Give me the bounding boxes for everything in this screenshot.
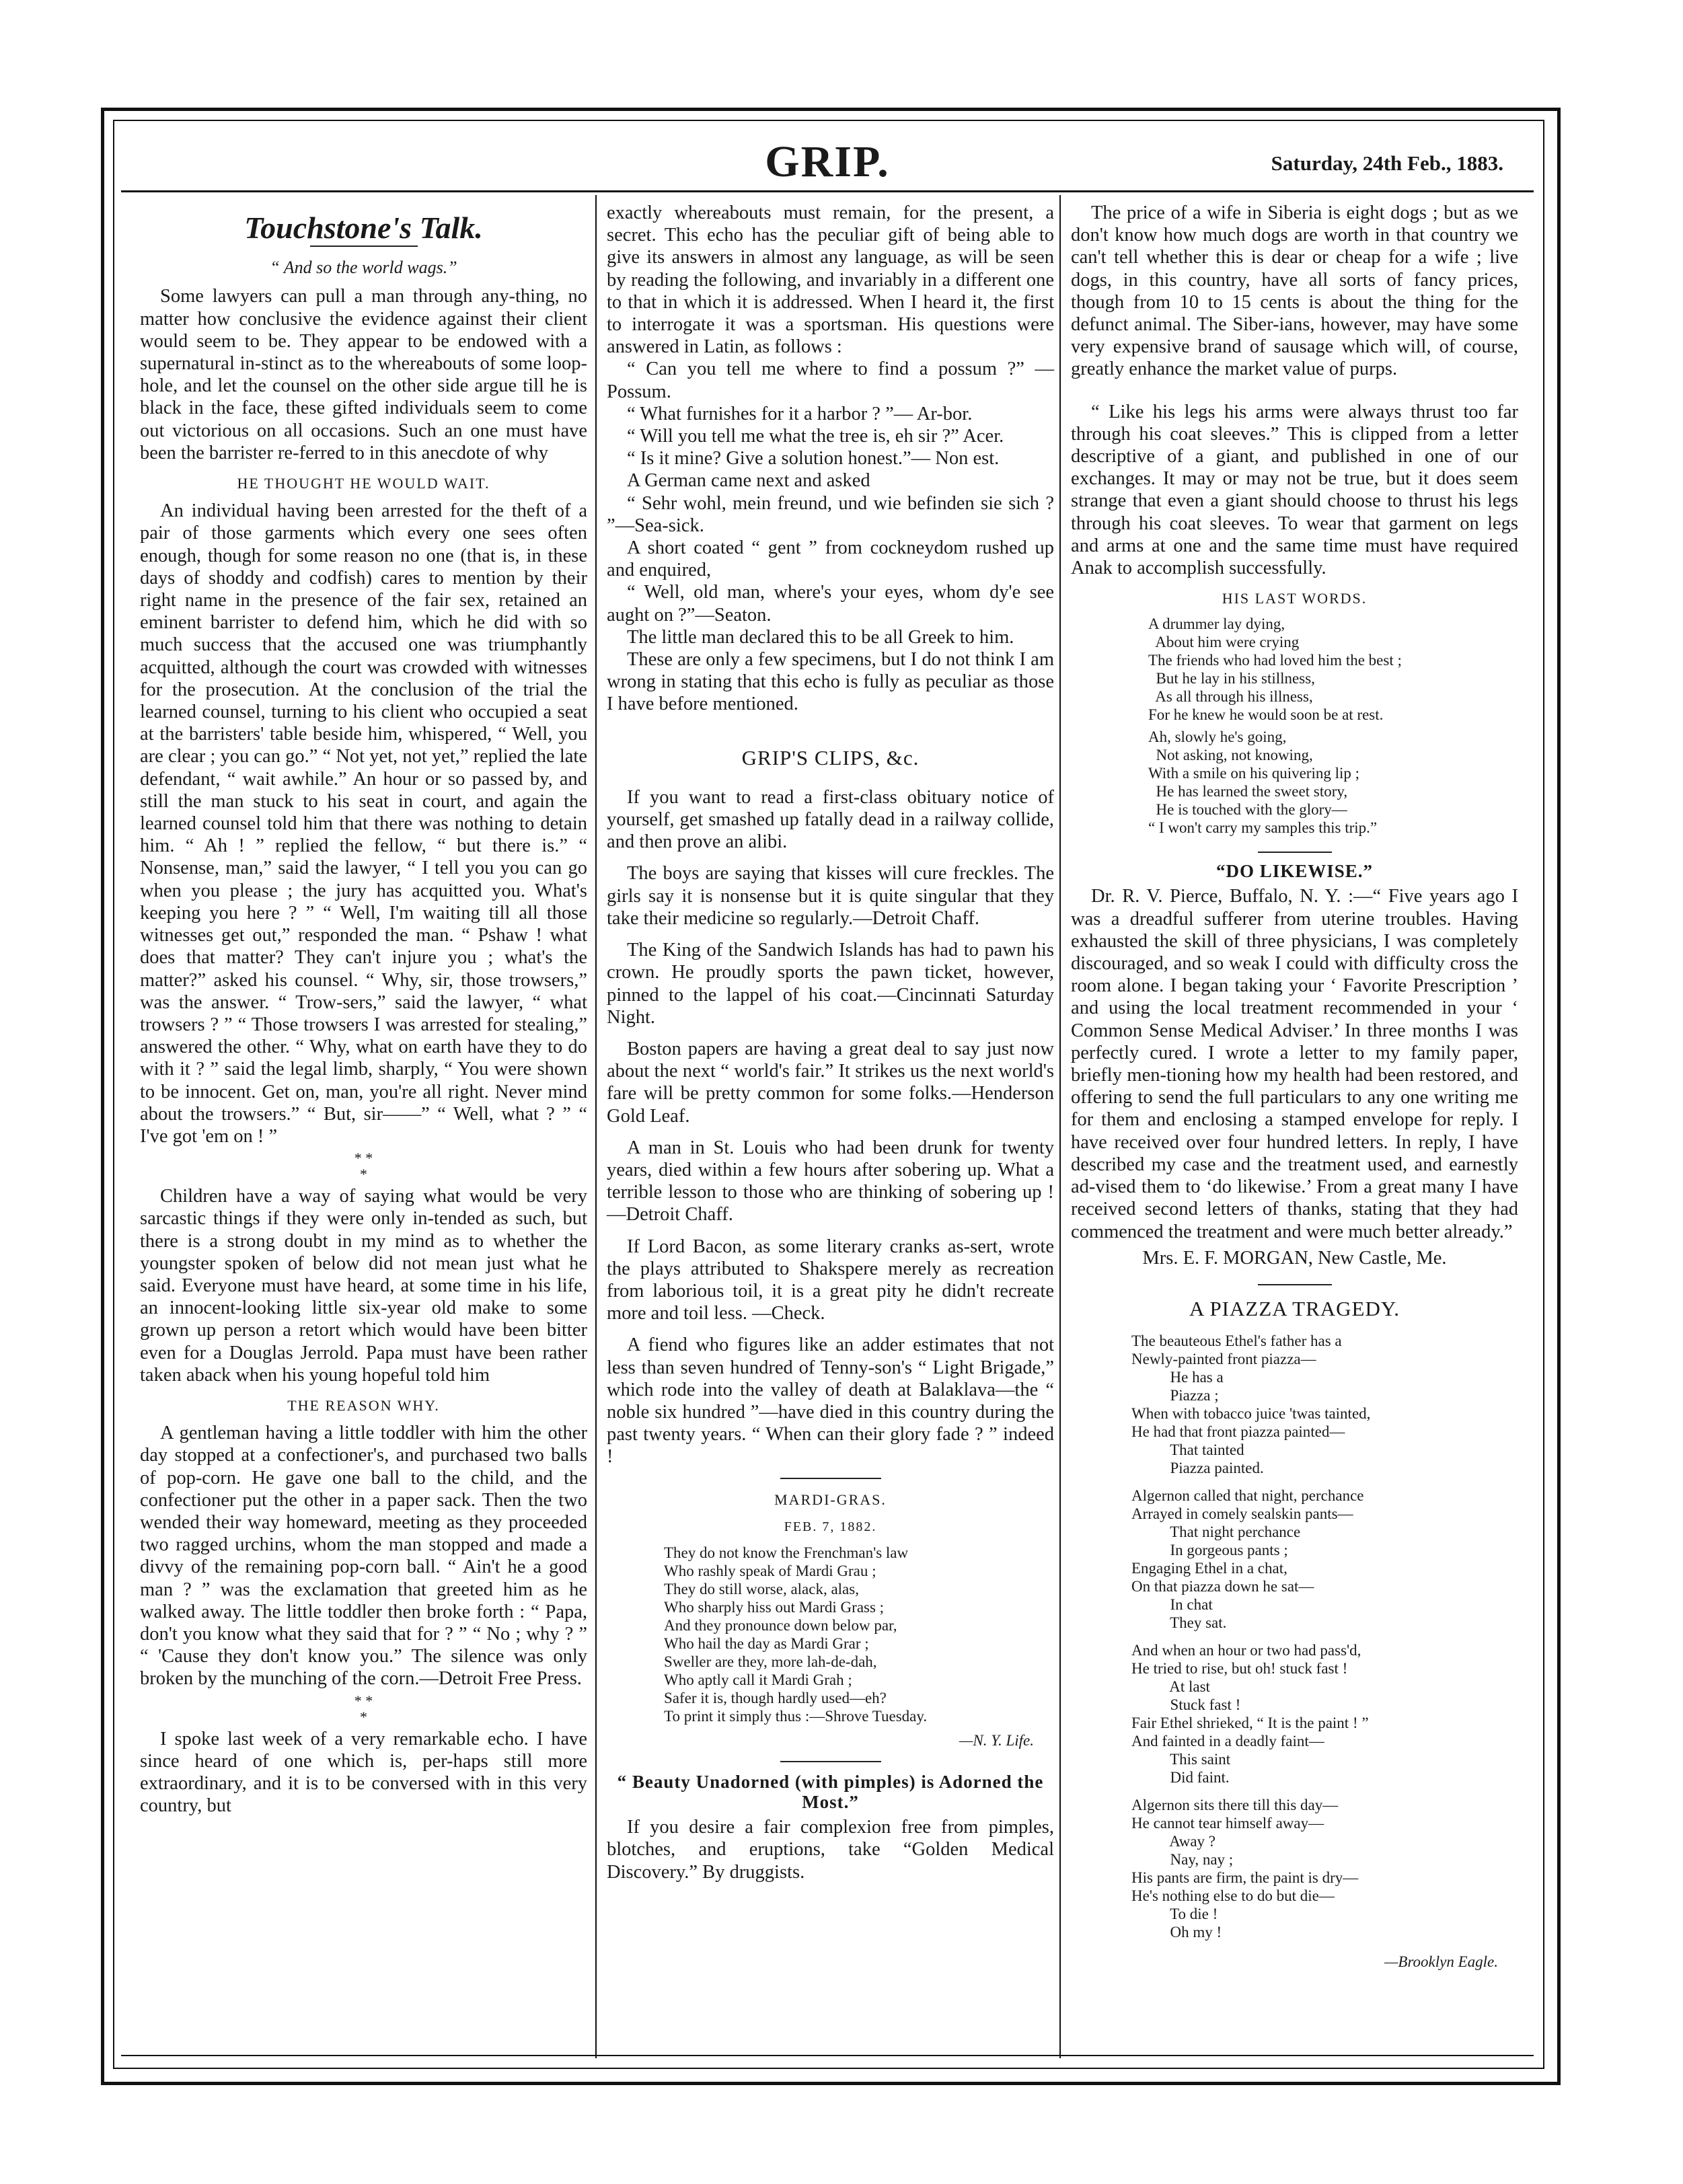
subhead-reason-why: THE REASON WHY.: [287, 1396, 440, 1414]
poem-line: And when an hour or two had pass'd,: [1131, 1642, 1361, 1659]
separator-rule: [780, 1478, 881, 1479]
ad-text-golden-medical: If you desire a fair complexion free from pimples, blotches, and eruptions, take “Golden Medical Discovery.” By druggists.: [607, 1817, 1054, 1883]
poem-line: Safer it is, though hardly used—eh?: [664, 1689, 887, 1706]
poem-last-words-stanza-2: [1148, 728, 1518, 837]
poem-line: “ I won't carry my samples this trip.”: [1148, 819, 1378, 837]
poem-line: He has a: [1131, 1369, 1224, 1386]
poem-line: At last: [1131, 1678, 1210, 1696]
motto: “ And so the world wags.”: [270, 258, 457, 278]
paragraph-lawyers: Some lawyers can pull a man through any-thing, no matter how conclusive the evidence against their client would seem to be. They appear to be endowed with a supernatural in-stinct as to the whereabouts of some loop-hole, and let the counsel on the other side argue till he is black in the face, these gifted individuals seem to come out victorious on all occasions. Such an one must have been the barrister re-ferred to in this anecdote of why: [140, 286, 587, 463]
heading-rule: [310, 246, 418, 247]
clip-worlds-fair: Boston papers are having a great deal to say just now about the next “ world's fair.” It strikes us the next world's fare will be pretty common for some folks.—Henderson Gold Leaf.: [607, 1038, 1054, 1127]
poem-line: Engaging Ethel in a chat,: [1131, 1560, 1287, 1577]
paragraph-children: Children have a way of saying what would be very sarcastic things if they were only in-tended as such, but there is a strong doubt in my mind as to whether the youngster spoken of below did not mean just what he said. Everyone must have heard, at some time in his life, an innocent-looking little six-year old make to some grown up person a retort which would have been bitter even for a Douglas Jerrold. Papa must have been rather taken aback when his young hopeful told him: [140, 1186, 587, 1386]
clip-kisses: The boys are saying that kisses will cure freckles. The girls say it is nonsense but it is quite singular that they take their medicine so regularly.—Detroit Chaff.: [607, 863, 1054, 929]
poem-line: Ah, slowly he's going,: [1148, 728, 1287, 746]
poem-stanza: [1131, 1332, 1518, 1477]
poem-line: The beauteous Ethel's father has a: [1131, 1332, 1342, 1350]
poem-mardi-gras: [664, 1544, 1054, 1725]
poem-line: In gorgeous pants ;: [1131, 1542, 1288, 1559]
poem-line: Algernon sits there till this day—: [1131, 1797, 1339, 1814]
echo-greek: The little man declared this to be all Greek to him.: [627, 626, 1014, 648]
paragraph-trowsers-anecdote: An individual having been arrested for the theft of a pair of those garments which every one sees often enough, though for some reason no one (that is, in these days of shoddy and codfish) cares to mention by their right name in the presence of the fair sex, retained an eminent barrister to defend him, which he did with so much success that the accused one was triumphantly acquitted, although the court was crowded with witnesses for the prosecution. At the conclusion of the trial the learned counsel, turning to his client who occupied a seat at the barristers' table beside him, whispered, “ Well, you are clear ; you can go.” “ Not yet, not yet,” replied the late defendant, “ wait awhile.” An hour or so passed by, and still the man stuck to his seat in court, and again the learned counsel told him that there was nothing to detain him. “ Ah ! ” replied the fellow, “ but there is.” “ Nonsense, man,” said the lawyer, “ I tell you you can go when you please ; the jury has acquitted you. What's keeping you here ? ” “ Well, I'm waiting till all those witnesses get out,” responded the man. “ Pshaw ! what does that matter? They can't injure you ; what's the matter?” asked his counsel. “ Why, sir, those trowsers,” was the answer. “ Trow-sers,” said the lawyer, “ what trowsers ? ” “ Those trowsers I was arrested for stealing,” answered the other. “ Why, what on earth have they to do with it ? ” said the legal limb, sharply, “ You were shown to be innocent. Get on, man, you're all right. Never mind about the trowsers.” “ But, sir——” “ Well, what ? ” “ I've got 'em on ! ”: [140, 500, 587, 1147]
section-heading-touchstones-talk: Touchstone's Talk.: [244, 211, 483, 245]
poem-line: He had that front piazza painted—: [1131, 1423, 1345, 1441]
poem-line: He tried to rise, but oh! stuck fast !: [1131, 1660, 1348, 1678]
poem-date: FEB. 7, 1882.: [784, 1519, 877, 1534]
paragraph-echo-intro: I spoke last week of a very remarkable echo. I have since heard of one which is, per-haps still more extraordinary, and it is to be conversed with in this very country, but: [140, 1728, 587, 1817]
poem-line: His pants are firm, the paint is dry—: [1131, 1869, 1359, 1887]
poem-line: That tainted: [1131, 1441, 1244, 1459]
poem-line: And fainted in a deadly faint—: [1131, 1733, 1324, 1750]
echo-cockney-intro: A short coated “ gent ” from cockneydom rushed up and enquired,: [607, 537, 1054, 581]
poem-line: Who rashly speak of Mardi Grau ;: [664, 1562, 876, 1579]
ad-text-pierce: Dr. R. V. Pierce, Buffalo, N. Y. :—“ Five years ago I was a dreadful sufferer from uterine troubles. Having exhausted the skill of three physicians, I was completely discouraged, and so weak I could with difficulty cross the room alone. I began taking your ‘ Favorite Prescription ’ and using the local treatment recommended in your ‘ Common Sense Medical Adviser.’ In three months I was perfectly cured. I wrote a letter to my family paper, briefly men-tioning how my health had been restored, and offering to send the full particulars to any one writing me for them and enclosing a stamped envelope for reply. I have received over four hundred letters. In reply, I have described my case and the treatment used, and earnestly ad-vised them to ‘do likewise.’ From a great many I have received second letters of thanks, stating that they had commenced the treatment and were much better already.”: [1071, 886, 1518, 1242]
poem-line: But he lay in his stillness,: [1148, 670, 1315, 687]
poem-line: A drummer lay dying,: [1148, 615, 1285, 633]
column-rule-1: [595, 195, 597, 2058]
ad-heading-beauty: “ Beauty Unadorned (with pimples) is Adorned the Most.”: [617, 1772, 1044, 1813]
clip-bacon: If Lord Bacon, as some literary cranks as-sert, wrote the plays attributed to Shakspere merely as recreation from laborious toil, it is a great pity he didn't recreate more and toil less. —Check.: [607, 1236, 1054, 1324]
poem-line: To print it simply thus :—Shrove Tuesday.: [664, 1707, 928, 1725]
ad-signature: Mrs. E. F. MORGAN, New Castle, Me.: [1142, 1247, 1447, 1269]
poem-stanza: [1131, 1486, 1518, 1632]
clip-sandwich-islands: The King of the Sandwich Islands has had to pawn his crown. He proudly sports the pawn ticket, however, pinned to the lappel of his coat.—Cincinnati Saturday Night.: [607, 940, 1054, 1028]
poem-line: To die !: [1131, 1906, 1218, 1923]
poem-line: He's nothing else to do but die—: [1131, 1887, 1335, 1905]
poem-line: They sat.: [1131, 1614, 1227, 1632]
echo-question-1: “ Can you tell me where to find a possum ?” —Possum.: [607, 359, 1054, 402]
poem-line: Arrayed in comely sealskin pants—: [1131, 1505, 1353, 1523]
poem-line: Nay, nay ;: [1131, 1851, 1234, 1869]
poem-line: Who hail the day as Mardi Grar ;: [664, 1634, 869, 1652]
poem-line: Not asking, not knowing,: [1148, 747, 1313, 764]
poem-line: Newly-painted front piazza—: [1131, 1351, 1316, 1368]
echo-question-5: “ Sehr wohl, mein freund, und wie befinden sie sich ? ”—Sea-sick.: [607, 492, 1054, 536]
poem-title-piazza: A PIAZZA TRAGEDY.: [1189, 1296, 1400, 1320]
paragraph-echo-cont: exactly whereabouts must remain, for the present, a secret. This echo has the peculiar gift of being able to give its answers in almost any language, as will be seen by reading the following, and invariably in a different one to that in which it is addressed. When I heard it, the first to interrogate it was a sportsman. His questions were answered in Latin, as follows :: [607, 202, 1054, 358]
poem-line: They do not know the Frenchman's law: [664, 1544, 909, 1561]
column-2: [607, 202, 1054, 1883]
clip-light-brigade: A fiend who figures like an adder estimates that not less than seven hundred of Tenny-son's “ Light Brigade,” which rode into the valley of death at Balaklava—the “ noble six hundred ”—have died in this country during the past twenty years. “ When can their glory fade ? ” indeed !: [607, 1334, 1054, 1468]
poem-line: Piazza painted.: [1131, 1460, 1264, 1477]
paragraph-popcorn-anecdote: A gentleman having a little toddler with him the other day stopped at a confectioner's, and purchased two balls of pop-corn. He gave one ball to the child, and the confectioner put the other in a paper sack. Then the two wended their way homeward, meeting as they proceeded two ragged urchins, whom the man stopped and made a divvy of the remaining pop-corn ball. “ Ain't he a good man ? ” was the exclamation that greeted him as he walked away. The little toddler then broke forth : “ Papa, don't you know what they said that for ? ” “ No ; why ? ” “ 'Cause they don't know you.” The silence was only broken by the munching of the corn.—Detroit Free Press.: [140, 1423, 587, 1690]
poem-line: Oh my !: [1131, 1924, 1222, 1941]
masthead: [121, 124, 1534, 188]
echo-question-6: “ Well, old man, where's your eyes, whom dy'e see aught on ?”—Seaton.: [607, 582, 1054, 626]
poem-credit-ny-life: —N. Y. Life.: [959, 1731, 1034, 1749]
poem-title-mardi-gras: MARDI-GRAS.: [774, 1491, 887, 1508]
poem-line: Stuck fast !: [1131, 1696, 1241, 1714]
poem-line: About him were crying: [1148, 634, 1300, 651]
poem-line: Sweller are they, more lah-de-dah,: [664, 1653, 877, 1670]
newspaper-title: GRIP.: [765, 137, 890, 186]
section-heading-grips-clips: GRIP'S CLIPS, &c.: [741, 745, 920, 769]
echo-question-4: “ Is it mine? Give a solution honest.”— Non est.: [627, 448, 1000, 469]
separator-rule: [1258, 852, 1332, 853]
paragraph-siberia: The price of a wife in Siberia is eight dogs ; but as we don't know how much dogs are worth in that country we can't tell whether this is dear or cheap for a wife ; live dogs, in this country, have all sorts of fancy prices, though from 10 to 15 cents is about the thing for the defunct animal. The Siber-ians, however, may have some very expensive brand of sausage which will, of course, greatly enhance the market value of purps.: [1071, 202, 1518, 380]
column-3: [1071, 202, 1518, 1973]
echo-question-3: “ Will you tell me what the tree is, eh sir ?” Acer.: [627, 426, 1004, 447]
poem-line: They do still worse, alack, alas,: [664, 1580, 859, 1597]
asterism-1: * * *: [354, 1150, 373, 1183]
poem-line: He is touched with the glory—: [1148, 801, 1347, 819]
ad-heading-do-likewise: “DO LIKEWISE.”: [1216, 861, 1374, 882]
poem-line: Who aptly call it Mardi Grah ;: [664, 1671, 852, 1688]
issue-date: Saturday, 24th Feb., 1883.: [1271, 151, 1503, 175]
poem-line: And they pronounce down below par,: [664, 1616, 897, 1634]
poem-line: He has learned the sweet story,: [1148, 783, 1348, 800]
poem-line: Piazza ;: [1131, 1387, 1219, 1404]
poem-stanza: [1131, 1796, 1518, 1941]
separator-rule: [1258, 1284, 1332, 1285]
poem-line: As all through his illness,: [1148, 688, 1313, 706]
poem-line: In chat: [1131, 1596, 1213, 1614]
poem-line: For he knew he would soon be at rest.: [1148, 706, 1384, 724]
separator-rule: [780, 1761, 881, 1762]
echo-question-2: “ What furnishes for it a harbor ? ”— Ar-bor.: [627, 403, 973, 424]
subhead-wait: HE THOUGHT HE WOULD WAIT.: [237, 475, 490, 492]
poem-credit-brooklyn-eagle: —Brooklyn Eagle.: [1384, 1953, 1498, 1971]
poem-line: This saint: [1131, 1751, 1231, 1768]
poem-line: Fair Ethel shrieked, “ It is the paint ! ”: [1131, 1715, 1369, 1732]
poem-line: The friends who had loved him the best ;: [1148, 652, 1402, 669]
poem-line: Did faint.: [1131, 1769, 1230, 1786]
poem-line: With a smile on his quivering lip ;: [1148, 765, 1360, 782]
poem-line: He cannot tear himself away—: [1131, 1815, 1324, 1832]
clip-st-louis: A man in St. Louis who had been drunk for twenty years, died within a few hours after sobering up. What a terrible lesson to those who are thinking of sobering up !—Detroit Chaff.: [607, 1137, 1054, 1226]
poem-piazza-tragedy: [1131, 1332, 1518, 1941]
poem-line: Algernon called that night, perchance: [1131, 1487, 1364, 1505]
poem-stanza: [1131, 1641, 1518, 1786]
column-1: [140, 202, 587, 1817]
poem-line: On that piazza down he sat—: [1131, 1578, 1314, 1595]
poem-title-last-words: HIS LAST WORDS.: [1222, 590, 1368, 607]
poem-line: Away ?: [1131, 1833, 1216, 1850]
column-rule-2: [1059, 195, 1061, 2058]
clip-obituary: If you want to read a first-class obituary notice of yourself, get smashed up fatally dead in a railway collide, and then prove an alibi.: [607, 786, 1054, 853]
asterism-2: * * *: [354, 1692, 373, 1725]
echo-german-intro: A German came next and asked: [627, 470, 870, 492]
bottom-rule: [121, 2055, 1534, 2056]
paragraph-giant: “ Like his legs his arms were always thrust too far through his coat sleeves.” This is clipped from a letter descriptive of a giant, and published in one of our exchanges. It may or may not be true, but it does seem strange that even a giant should choose to thrust his legs through his coat sleeves. To wear that garment on legs and arms at one and the same time must have required Anak to accomplish successfully.: [1071, 401, 1518, 579]
poem-last-words-stanza-1: [1148, 615, 1518, 724]
poem-line: Who sharply hiss out Mardi Grass ;: [664, 1598, 885, 1616]
echo-conclusion: These are only a few specimens, but I do not think I am wrong in stating that this echo is fully as peculiar as those I have before mentioned.: [607, 649, 1054, 715]
poem-line: When with tobacco juice 'twas tainted,: [1131, 1405, 1371, 1423]
masthead-rule: [121, 190, 1534, 192]
poem-line: That night perchance: [1131, 1523, 1301, 1541]
